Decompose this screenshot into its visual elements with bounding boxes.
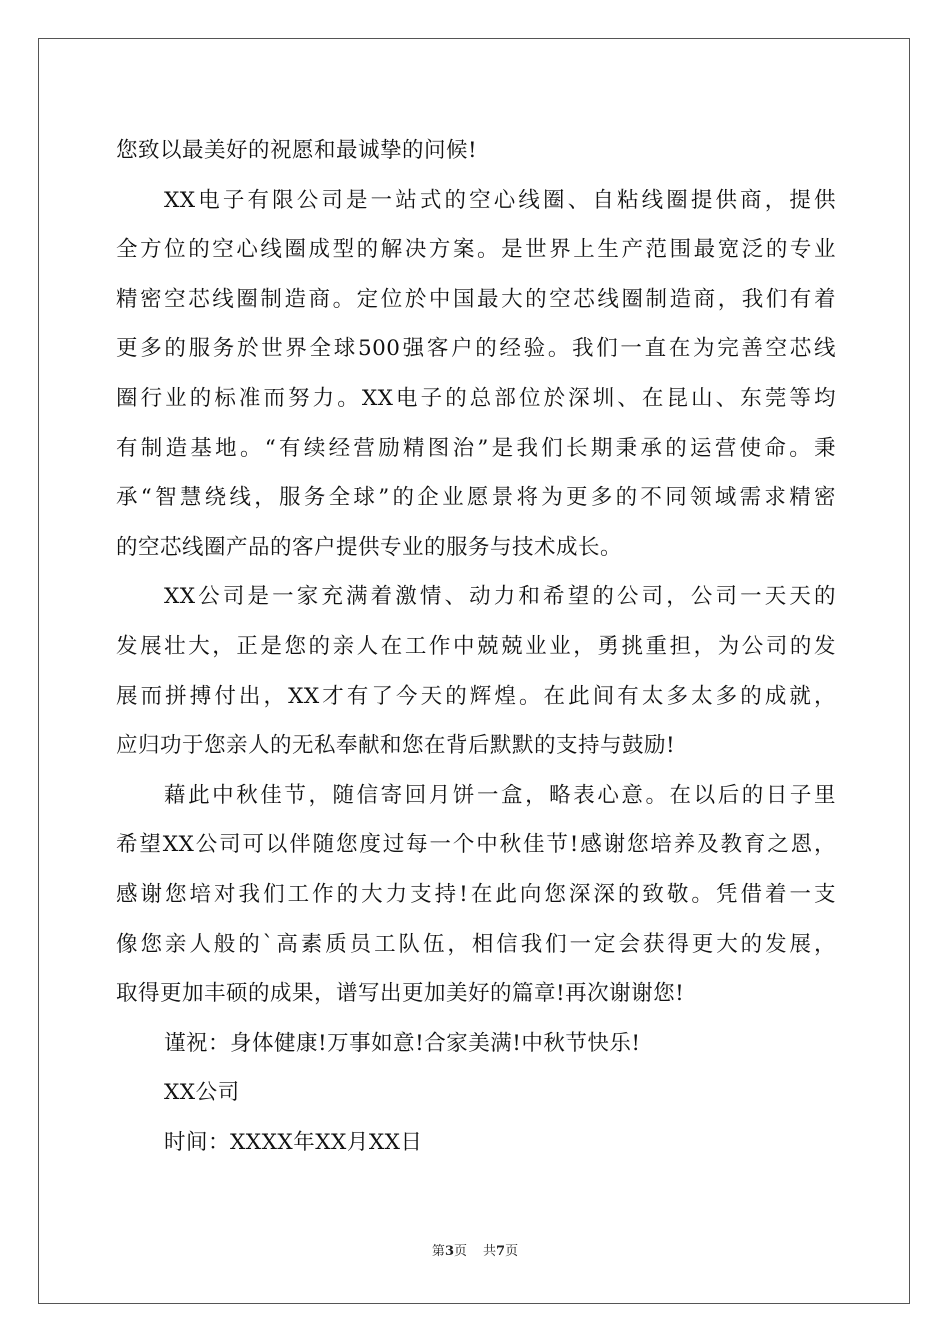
page-prefix: 第 xyxy=(431,1244,445,1259)
closing-greeting: 谨祝：身体健康!万事如意!合家美满!中秋节快乐! xyxy=(164,1030,641,1056)
total-suffix: 页 xyxy=(505,1244,519,1259)
paragraph-line: 像您亲人般的`高素质员工队伍，相信我们一定会获得更大的发展， xyxy=(116,931,836,957)
paragraph-line: 的空芯线圈产品的客户提供专业的服务与技术成长。 xyxy=(116,534,623,560)
total-pages: 7 xyxy=(496,1244,506,1259)
paragraph-line: 您致以最美好的祝愿和最诚挚的问候! xyxy=(116,138,478,163)
signature-date: 时间：XXXX年XX月XX日 xyxy=(164,1129,423,1155)
paragraph-line: 展而拼搏付出，XX才有了今天的辉煌。在此间有太多太多的成就， xyxy=(116,683,836,709)
total-prefix: 共 xyxy=(483,1244,497,1259)
signature-company: XX公司 xyxy=(164,1080,240,1106)
paragraph-line: XX公司是一家充满着激情、动力和希望的公司，公司一天天的 xyxy=(164,584,836,610)
page-number: 3 xyxy=(444,1244,454,1259)
page-footer xyxy=(0,1240,950,1259)
paragraph-line: XX电子有限公司是一站式的空心线圈、自粘线圈提供商，提供 xyxy=(164,187,836,213)
paragraph-line: 有制造基地。“有续经营励精图治”是我们长期秉承的运营使命。秉 xyxy=(116,435,836,461)
paragraph-line: 藉此中秋佳节，随信寄回月饼一盒，略表心意。在以后的日子里 xyxy=(164,782,836,808)
paragraph-line: 承“智慧绕线，服务全球”的企业愿景将为更多的不同领域需求精密 xyxy=(116,485,836,511)
paragraph-line: 感谢您培对我们工作的大力支持!在此向您深深的致敬。凭借着一支 xyxy=(116,881,836,907)
paragraph-line: 希望XX公司可以伴随您度过每一个中秋佳节!感谢您培养及教育之恩， xyxy=(116,832,836,858)
paragraph-line: 应归功于您亲人的无私奉献和您在背后默默的支持与鼓励! xyxy=(116,733,676,759)
paragraph-line: 取得更加丰硕的成果，谱写出更加美好的篇章!再次谢谢您! xyxy=(116,981,685,1007)
paragraph-line: 全方位的空心线圈成型的解决方案。是世界上生产范围最宽泛的专业 xyxy=(116,237,836,263)
paragraph-line: 精密空芯线圈制造商。定位於中国最大的空芯线圈制造商，我们有着 xyxy=(116,286,836,312)
paragraph-line: 发展壮大，正是您的亲人在工作中兢兢业业，勇挑重担，为公司的发 xyxy=(116,633,836,659)
page-suffix: 页 xyxy=(453,1244,467,1259)
letter-body xyxy=(116,126,836,1167)
paragraph-line: 圈行业的标准而努力。XX电子的总部位於深圳、在昆山、东莞等均 xyxy=(116,385,836,411)
paragraph-line: 更多的服务於世界全球500强客户的经验。我们一直在为完善空芯线 xyxy=(116,336,836,362)
